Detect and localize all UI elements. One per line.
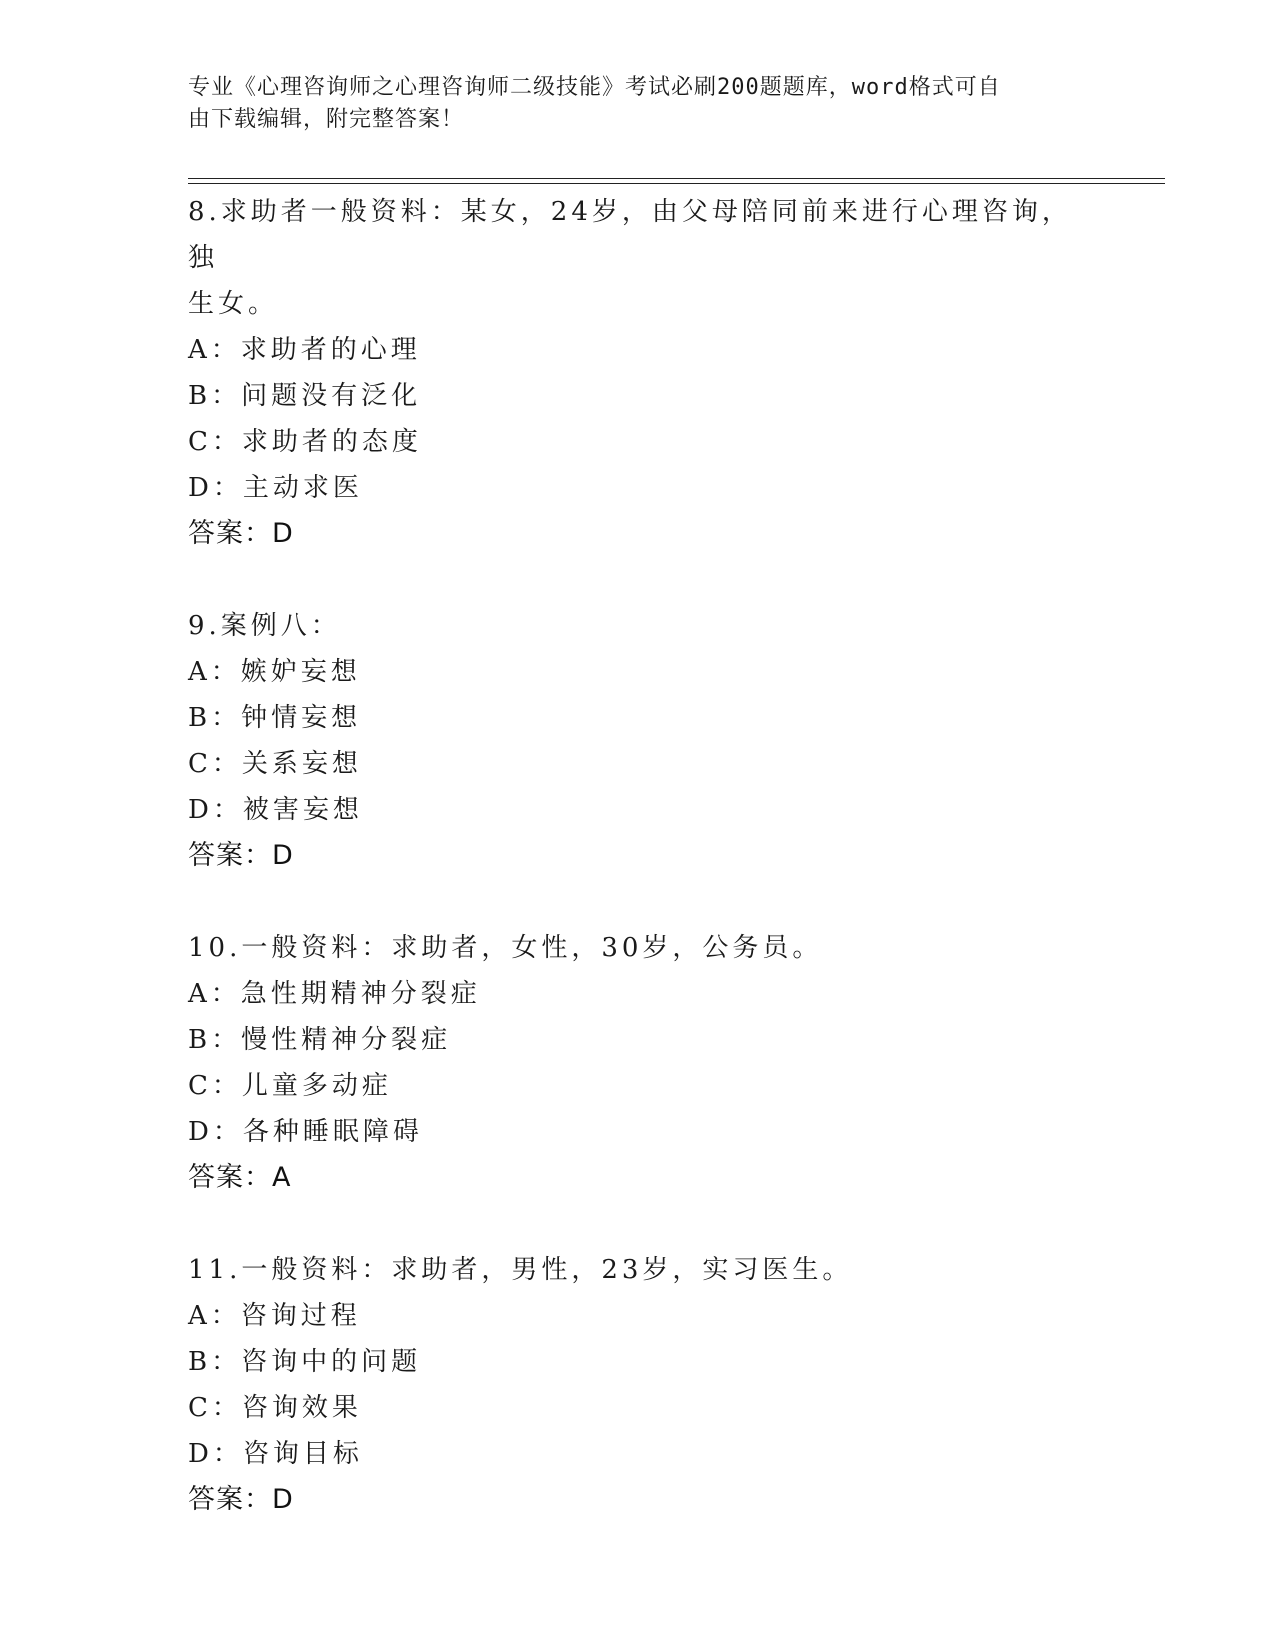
option-a: A：嫉妒妄想 [188,657,361,687]
option-b: B：问题没有泛化 [188,381,422,411]
option-a: A：求助者的心理 [188,335,421,365]
question-stem: 10.一般资料：求助者，女性，30岁，公务员。 [188,933,823,963]
option-a: A：急性期精神分裂症 [188,979,481,1009]
option-b: B：钟情妄想 [188,703,362,733]
option-c: C：关系妄想 [188,749,362,779]
question-list [188,189,1088,1569]
option-d: D：被害妄想 [188,795,363,825]
answer: 答案：A [188,1162,292,1193]
question-10 [188,925,1088,1201]
option-d: D：咨询目标 [188,1439,363,1469]
question-stem: 11.一般资料：求助者，男性，23岁，实习医生。 [188,1255,853,1285]
answer: 答案：D [188,840,294,871]
option-d: D：主动求医 [188,473,363,503]
document-header [188,72,1068,136]
option-c: C：求助者的态度 [188,427,422,457]
option-c: C：儿童多动症 [188,1071,392,1101]
header-line-2: 由下载编辑，附完整答案！ [188,107,465,132]
option-a: A：咨询过程 [188,1301,361,1331]
question-8 [188,189,1088,557]
option-b: B：慢性精神分裂症 [188,1025,452,1055]
answer: 答案：D [188,1484,294,1515]
option-b: B：咨询中的问题 [188,1347,422,1377]
option-c: C：咨询效果 [188,1393,362,1423]
header-divider-top [188,178,1165,179]
header-divider-bottom [188,183,1165,184]
question-stem: 8.求助者一般资料：某女，24岁，由父母陪同前来进行心理咨询，独 [188,197,1072,273]
question-11 [188,1247,1088,1523]
question-stem: 9.案例八： [188,611,341,641]
option-d: D：各种睡眠障碍 [188,1117,423,1147]
answer: 答案：D [188,518,294,549]
question-9 [188,603,1088,879]
question-stem-continued: 生女。 [188,289,279,319]
header-line-1: 专业《心理咨询师之心理咨询师二级技能》考试必刷200题题库，word格式可自 [188,75,1001,100]
